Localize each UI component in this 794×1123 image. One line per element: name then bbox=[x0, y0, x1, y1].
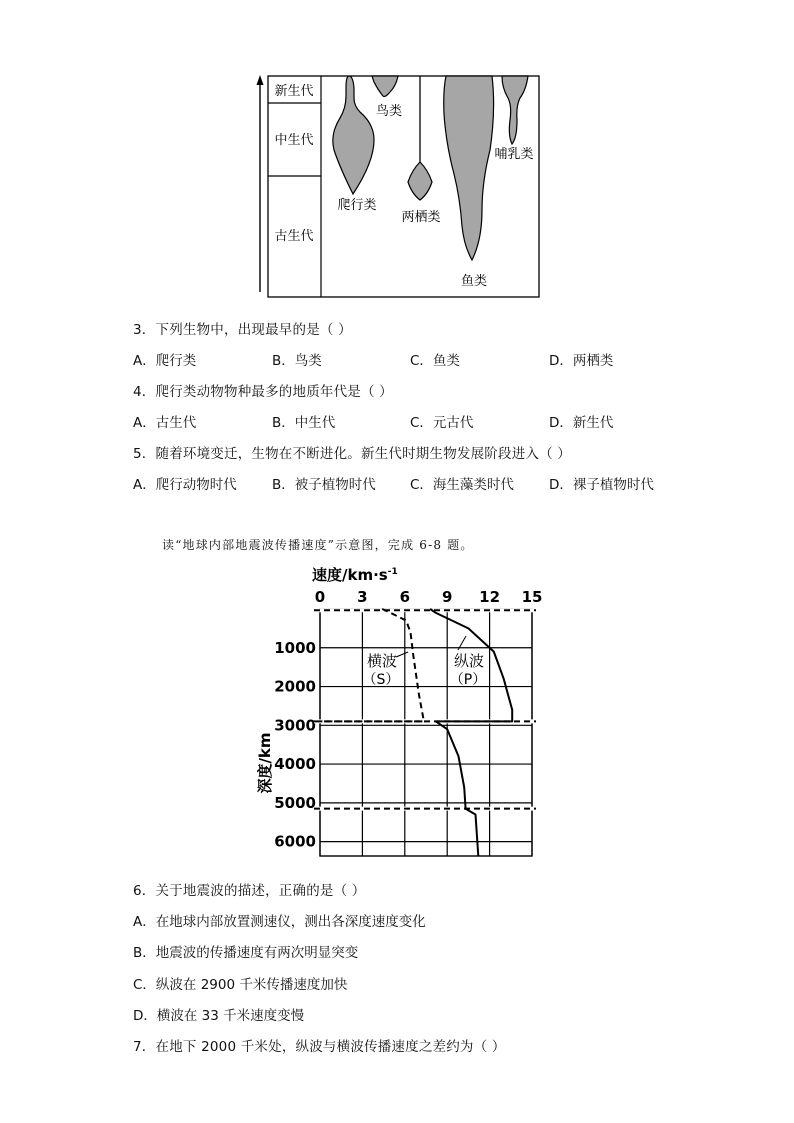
x-tick-label: 0 bbox=[314, 588, 326, 606]
q3-option-d[interactable]: D．两栖类 bbox=[549, 353, 614, 369]
chart-grid bbox=[320, 609, 532, 856]
q6-option-c[interactable]: C．纵波在 2900 千米传播速度加快 bbox=[133, 977, 348, 993]
x-tick-label: 12 bbox=[479, 588, 501, 606]
q4-option-a[interactable]: A．古生代 bbox=[133, 415, 197, 431]
q4-option-d[interactable]: D．新生代 bbox=[549, 415, 614, 431]
seismic-wave-chart bbox=[250, 560, 550, 865]
y-tick-label: 3000 bbox=[274, 716, 316, 735]
q4-option-b[interactable]: B．中生代 bbox=[272, 415, 336, 431]
fish-shape bbox=[444, 76, 494, 260]
y-tick-labels bbox=[274, 639, 316, 851]
q3-option-c[interactable]: C．鱼类 bbox=[410, 353, 460, 369]
p-wave-line bbox=[430, 609, 512, 856]
figure2-intro: 读“地球内部地震波传播速度”示意图，完成 6-8 题。 bbox=[162, 538, 474, 552]
wave-series bbox=[320, 609, 512, 856]
p-wave-label: 纵波 bbox=[453, 652, 485, 670]
y-tick-label: 4000 bbox=[274, 755, 316, 774]
p-wave-sub: （P） bbox=[449, 672, 487, 688]
amphibian-shape bbox=[408, 162, 432, 200]
q6-stem: 6．关于地震波的描述，正确的是（ ） bbox=[133, 883, 366, 899]
figure-frame bbox=[268, 76, 539, 297]
x-tick-label: 9 bbox=[441, 588, 453, 606]
era-cenozoic: 新生代 bbox=[274, 84, 314, 99]
x-tick-label: 15 bbox=[521, 588, 543, 606]
q7-stem: 7．在地下 2000 千米处，纵波与横波传播速度之差约为（ ） bbox=[133, 1039, 506, 1055]
x-axis-title-sup: -1 bbox=[387, 567, 398, 577]
q6-option-d[interactable]: D．横波在 33 千米速度变慢 bbox=[133, 1008, 305, 1024]
q6-option-b[interactable]: B．地震波的传播速度有两次明显突变 bbox=[133, 945, 359, 961]
y-axis-title: 深度/km bbox=[256, 732, 274, 794]
label-birds: 鸟类 bbox=[375, 104, 403, 119]
discontinuity-lines bbox=[314, 610, 536, 808]
y-tick-label: 6000 bbox=[274, 832, 316, 851]
reptile-shape bbox=[333, 76, 374, 194]
q3-option-b[interactable]: B．鸟类 bbox=[272, 353, 322, 369]
q5-option-a[interactable]: A．爬行动物时代 bbox=[133, 477, 237, 493]
q5-stem: 5．随着环境变迁，生物在不断进化。新生代时期生物发展阶段进入（ ） bbox=[133, 446, 571, 462]
mammal-shape bbox=[502, 76, 528, 144]
y-tick-label: 5000 bbox=[274, 793, 316, 812]
q3-stem: 3．下列生物中，出现最早的是（ ） bbox=[133, 322, 352, 338]
era-paleozoic: 古生代 bbox=[274, 229, 314, 244]
x-tick-label: 6 bbox=[399, 588, 411, 606]
evolution-figure bbox=[250, 70, 545, 302]
q5-option-d[interactable]: D．裸子植物时代 bbox=[549, 477, 654, 493]
label-fish: 鱼类 bbox=[460, 274, 488, 289]
x-tick-label: 3 bbox=[357, 588, 368, 606]
q5-option-b[interactable]: B．被子植物时代 bbox=[272, 477, 376, 493]
chart-frame bbox=[320, 609, 532, 856]
q6-option-a[interactable]: A．在地球内部放置测速仪，测出各深度速度变化 bbox=[133, 914, 426, 930]
label-amphibians: 两栖类 bbox=[401, 210, 441, 225]
x-axis-title: 速度$/km\cdot s^{-1}$ bbox=[312, 566, 398, 584]
s-wave-leader bbox=[396, 652, 408, 657]
label-reptiles: 爬行类 bbox=[337, 198, 377, 213]
era-mesozoic: 中生代 bbox=[274, 133, 314, 148]
label-mammals: 哺乳类 bbox=[494, 147, 534, 162]
q3-option-a[interactable]: A．爬行类 bbox=[133, 353, 197, 369]
y-tick-label: 1000 bbox=[274, 638, 316, 657]
q5-option-c[interactable]: C．海生藻类时代 bbox=[410, 477, 514, 493]
bird-shape bbox=[372, 76, 398, 97]
q4-option-c[interactable]: C．元古代 bbox=[410, 415, 474, 431]
s-wave-label: 横波 bbox=[366, 652, 398, 670]
x-tick-labels bbox=[315, 588, 543, 606]
s-wave-sub: （S） bbox=[362, 672, 400, 688]
y-tick-label: 2000 bbox=[274, 677, 316, 696]
q4-stem: 4．爬行类动物物种最多的地质年代是（ ） bbox=[133, 384, 393, 400]
time-arrow-head bbox=[257, 75, 264, 85]
